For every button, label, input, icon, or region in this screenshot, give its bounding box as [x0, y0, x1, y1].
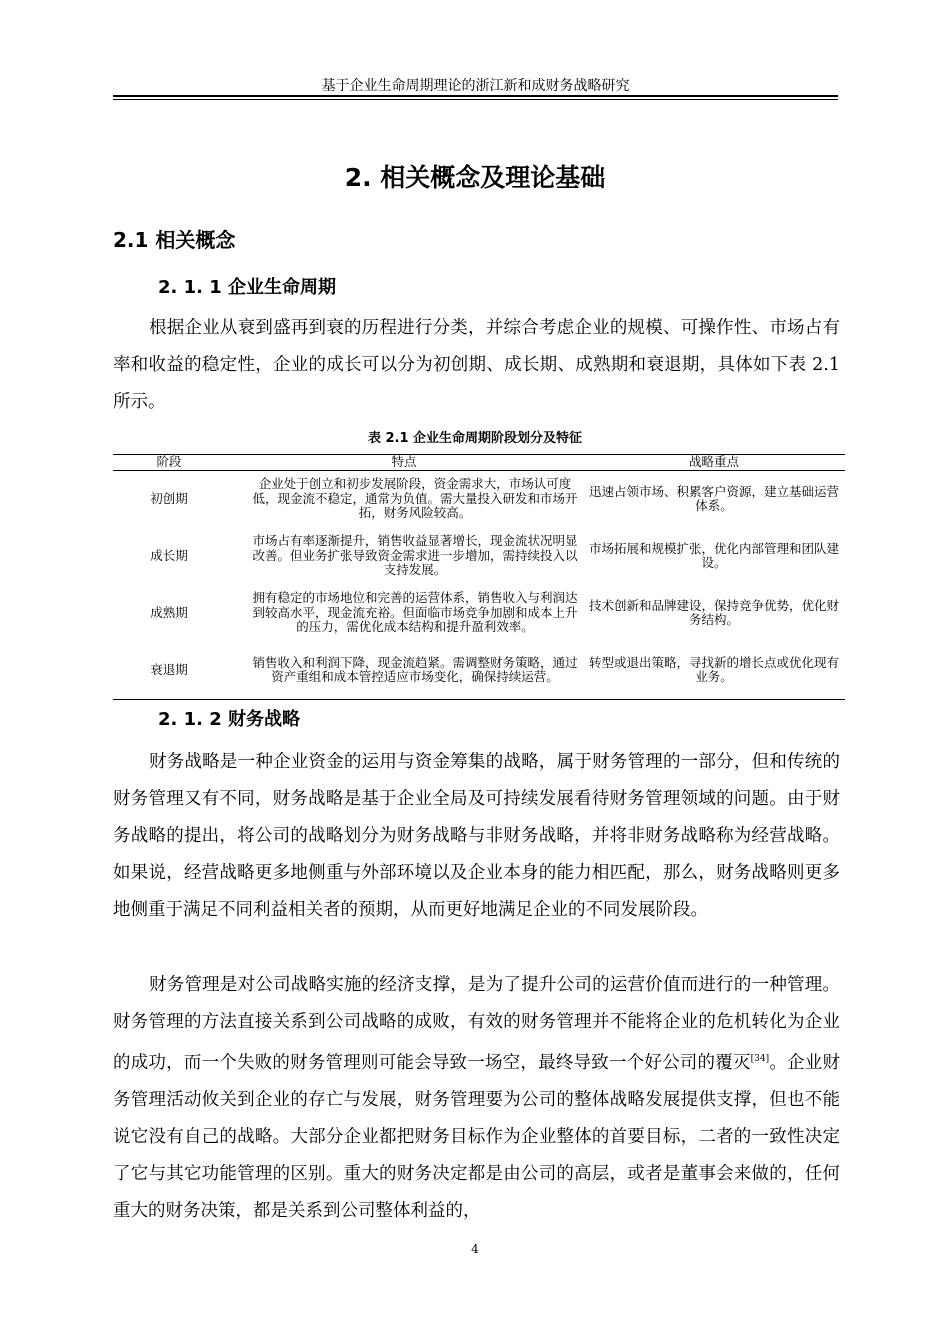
- strategy-cell: 转型或退出策略，寻找新的增长点或优化现有业务。: [588, 654, 839, 684]
- paragraph-2: 财务战略是一种企业资金的运用与资金筹集的战略，属于财务管理的一部分，但和传统的财务管理又有不同，财务战略是基于企业全局及可持续发展看待财务管理领域的问题。由于财务战略的提出，将公司的战略划分为财务战略与非财务战略，并将非财务战略称为经营战略。如果说，经营战略更多地侧重与外部环境以及企业本身的能力相匹配，那么，财务战略则更多地侧重于满足不同利益相关者的预期，从而更好地满足企业的不同发展阶段。: [113, 752, 840, 920]
- subsection-heading-2: 2. 1. 2 财务战略: [158, 709, 301, 730]
- lifecycle-table: [113, 454, 845, 700]
- paragraph-1: 根据企业从衰到盛再到衰的历程进行分类，并综合考虑企业的规模、可操作性、市场占有率和收益的稳定性，企业的成长可以分为初创期、成长期、成熟期和衰退期，具体如下表 2.1 所示。: [113, 318, 840, 412]
- strategy-cell: 技术创新和品牌建设，保持竞争优势，优化财务结构。: [588, 597, 839, 627]
- page-number: 4: [471, 1242, 479, 1256]
- section-heading: 2.1 相关概念: [113, 228, 236, 252]
- features-cell: 销售收入和利润下降，现金流趋紧。需调整财务策略，通过资产重组和成本管控适应市场变化，确保持续运营。: [252, 654, 578, 684]
- table-header-row: [113, 455, 845, 471]
- column-header: 特点: [225, 455, 583, 471]
- paragraph-3-text-cont: 。企业财务管理活动攸关到企业的存亡与发展，财务管理要为公司的整体战略发展提供支撑，但也不能说它没有自己的战略。大部分企业都把财务目标作为企业整体的首要目标，二者的一致性决定了它与其它功能管理的区别。重大的财务决定都是由公司的高层，或者是董事会来做的，任何重大的财务决策，都是关系到公司整体利益的，: [113, 1052, 841, 1221]
- features-cell: 市场占有率逐渐提升，销售收益显著增长，现金流状况明显改善。但业务扩张导致资金需求进一步增加，需持续投入以支持发展。: [252, 533, 578, 578]
- strategy-cell: 迅速占领市场、积累客户资源，建立基础运营体系。: [588, 483, 839, 513]
- table-row: [113, 528, 845, 585]
- stage-cell: 成熟期: [150, 604, 188, 620]
- table-row: [113, 585, 845, 642]
- features-cell: 企业处于创立和初步发展阶段，资金需求大，市场认可度低，现金流不稳定，通常为负值。需大量投入研发和市场开拓，财务风险较高。: [252, 476, 578, 521]
- citation-ref[interactable]: [34]: [750, 1054, 770, 1064]
- table-caption: 表 2.1 企业生命周期阶段划分及特征: [367, 431, 583, 446]
- column-header: 阶段: [113, 455, 225, 471]
- stage-cell: 成长期: [150, 547, 188, 563]
- table-row: [113, 642, 845, 700]
- subsection-heading-1: 2. 1. 1 企业生命周期: [158, 277, 337, 298]
- header-rule-thin: [113, 99, 838, 100]
- column-header: 战略重点: [583, 455, 845, 471]
- features-cell: 拥有稳定的市场地位和完善的运营体系，销售收入与利润达到较高水平，现金流充裕。但面临市场竞争加剧和成本上升的压力，需优化成本结构和提升盈利效率。: [252, 590, 578, 635]
- paragraph-3: [113, 967, 840, 1230]
- header-rule: [113, 95, 838, 97]
- chapter-title: 2. 相关概念及理论基础: [344, 163, 606, 192]
- strategy-cell: 市场拓展和规模扩张，优化内部管理和团队建设。: [588, 540, 839, 570]
- running-header: 基于企业生命周期理论的浙江新和成财务战略研究: [321, 78, 630, 94]
- table-row: [113, 470, 845, 528]
- stage-cell: 初创期: [150, 490, 188, 506]
- paragraph-3-text: 财务管理是对公司战略实施的经济支撑，是为了提升公司的运营价值而进行的一种管理。财务管理的方法直接关系到公司战略的成败，有效的财务管理并不能将企业的危机转化为企业的成功，而一个失败的财务管理则可能会导致一场空，最终导致一个好公司的覆灭: [113, 975, 840, 1073]
- stage-cell: 衰退期: [150, 661, 188, 677]
